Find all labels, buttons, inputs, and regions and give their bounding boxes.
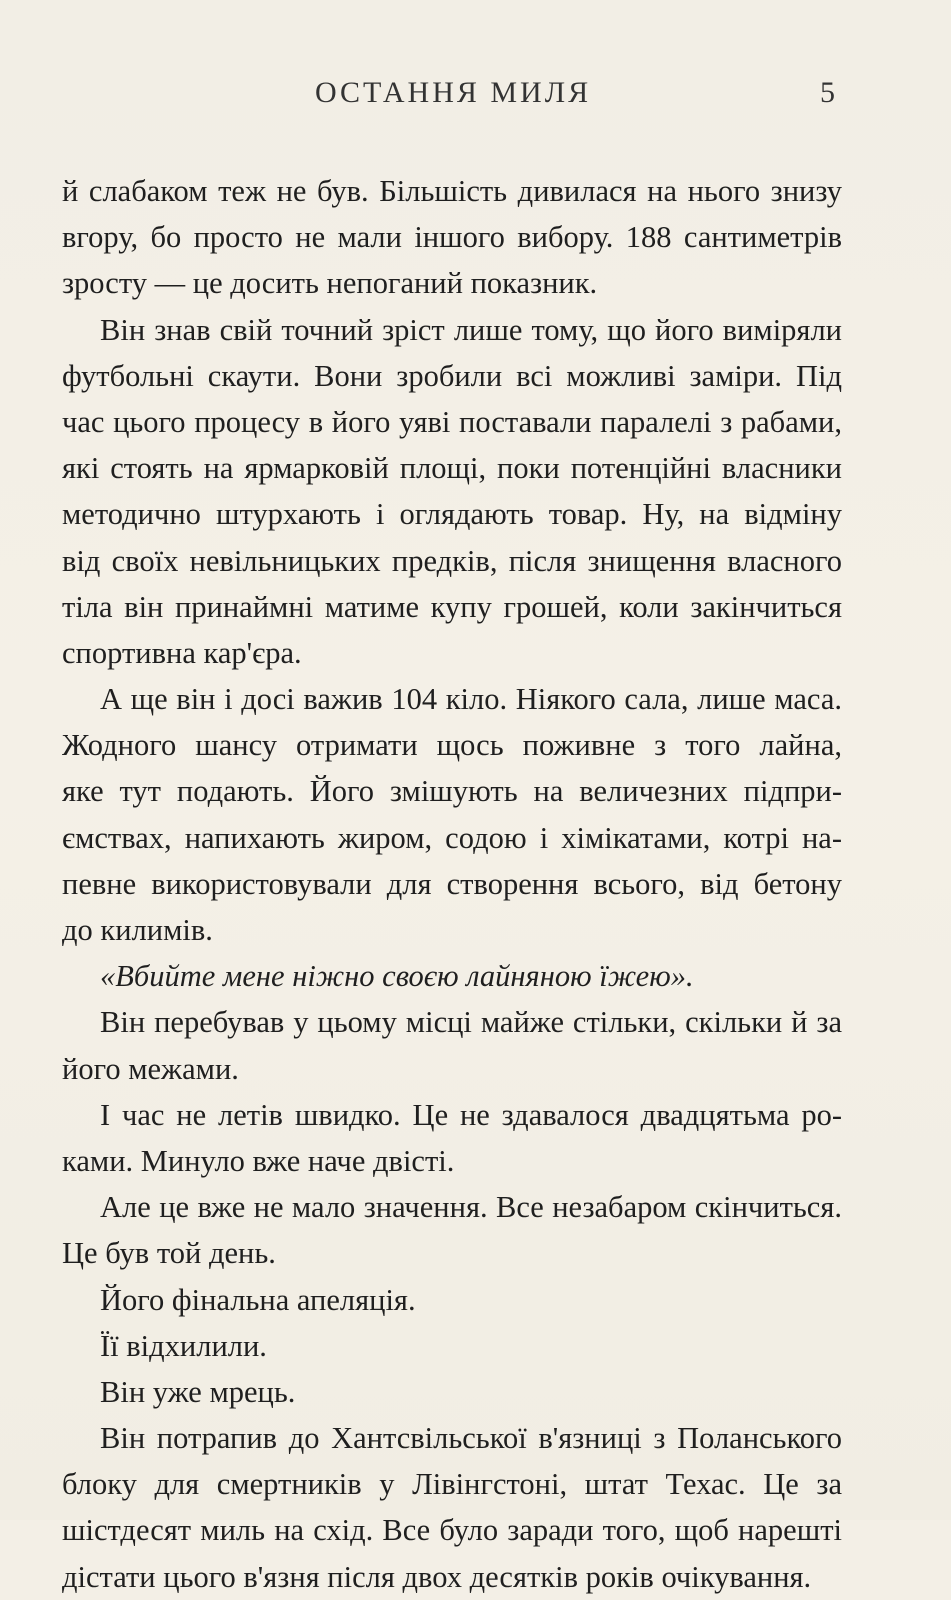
text-line: А ще він і досі важив 104 кіло. Ніякого сала, лише маса. xyxy=(100,682,842,717)
italic-quote-line: «Вбийте мене ніжно своєю лайняною їжею». xyxy=(100,959,694,994)
text-line: футбольні скаути. Вони зробили всі можливі заміри. Під xyxy=(62,358,842,393)
text-line: зросту — це досить непоганий показник. xyxy=(62,266,598,301)
text-line: певне використовували для створення всього, від бетону xyxy=(62,866,842,901)
text-line: Його фінальна апеляція. xyxy=(100,1282,416,1317)
text-line: Це був той день. xyxy=(62,1236,276,1271)
text-line: до килимів. xyxy=(62,913,213,947)
body-text xyxy=(62,168,842,1600)
text-line: Жодного шансу отримати щось поживне з того лайна, xyxy=(62,728,842,763)
text-line: вгору, бо просто не мали іншого вибору. 188 сантиметрів xyxy=(62,220,842,255)
page-number: 5 xyxy=(820,76,835,109)
running-header xyxy=(0,70,951,120)
text-line: Але це вже не мало значення. Все незабаром скінчиться. xyxy=(100,1190,842,1225)
text-line: Він знав свій точний зріст лише тому, що його виміряли xyxy=(100,312,842,347)
text-line: й слабаком теж не був. Більшість дивилася на нього знизу xyxy=(62,174,842,208)
text-line: ємствах, напихають жиром, содою і хімікатами, котрі на- xyxy=(62,820,842,855)
text-line: Її відхилили. xyxy=(100,1328,267,1363)
text-line: методично штурхають і оглядають товар. Ну, на відміну xyxy=(62,497,842,532)
text-line: дістати цього в'язня після двох десятків років очікування. xyxy=(62,1559,812,1594)
text-line: які стоять на ярмарковій площі, поки потенційні власники xyxy=(62,451,842,486)
text-line: його межами. xyxy=(62,1051,239,1086)
text-line: Він потрапив до Хантсвільської в'язниці з Поланського xyxy=(100,1421,842,1456)
text-line: від своїх невільницьких предків, після знищення власного xyxy=(62,543,842,578)
text-line: ками. Минуло вже наче двісті. xyxy=(62,1143,455,1178)
text-line: шістдесят миль на схід. Все було заради того, щоб нарешті xyxy=(62,1513,842,1548)
text-line: Він уже мрець. xyxy=(100,1374,296,1409)
text-line: блоку для смертників у Лівінгстоні, штат Техас. Це за xyxy=(62,1467,842,1502)
text-line: тіла він принаймні матиме купу грошей, коли закінчиться xyxy=(62,589,842,624)
text-line: спортивна кар'єра. xyxy=(62,635,302,670)
text-line: яке тут подають. Його змішують на величезних підпри- xyxy=(62,774,842,809)
text-line: І час не летів швидко. Це не здавалося двадцятьма ро- xyxy=(100,1097,842,1132)
text-line: час цього процесу в його уяві поставали паралелі з рабами, xyxy=(62,404,842,439)
running-title: ОСТАННЯ МИЛЯ xyxy=(315,76,592,109)
text-line: Він перебував у цьому місці майже стільки, скільки й за xyxy=(100,1005,842,1040)
